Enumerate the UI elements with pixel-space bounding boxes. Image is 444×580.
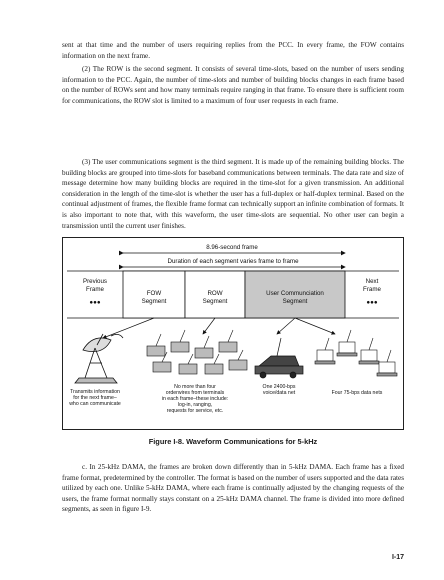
orderwires-label-3: in each frame–these include: [161,396,229,402]
next-ellipsis: ●●● [366,299,378,306]
previous-frame-label-2: Frame [86,286,104,293]
next-frame-label-2: Frame [363,286,381,293]
page-number: I-17 [391,554,404,561]
user-label-2: Segment [282,298,308,305]
duration-label: Duration of each segment varies frame to frame [167,258,299,265]
row-label-1: ROW [207,290,223,297]
paragraph-25khz-dama: c. In 25-kHz DAMA, the frames are broken down differently than in 5-kHz DAMA. Each frame has a fixed frame format, predetermined by the controller. The format is based on the number of users supported and the data rates utilized by each one. Unlike 5-kHz DAMA, where each frame is continually adjusted by the changing requests of the users, the frame format normally stays constant on a 25-kHz DAMA channel. The frame is divided into more defined segments, as seen in figure I-9. [62,463,404,514]
data-net-terminals-icon [315,330,397,376]
fow-label-1: FOW [146,290,162,297]
transmits-label-2: for the next frame– [73,395,117,401]
one-net-label-2: voice/data net [262,390,296,396]
orderwires-label-5: requests for service, etc. [166,408,224,414]
orderwires-label-4: log-in, ranging, [177,402,213,408]
transmits-label-1: Transmits information [70,389,120,395]
figure-caption: Figure I-8. Waveform Communications for 5-kHz [148,437,318,446]
row-arrow [203,318,215,334]
frame-length-label: 8.96-second frame [206,244,258,251]
previous-frame-label-1: Previous [82,278,108,285]
radio-terminals-icon [147,330,247,374]
paragraph-fow-continued: sent at that time and the number of users requiring replies from the PCC. In every frame, the FOW contains information on the next frame. [62,41,404,60]
row-label-2: Segment [202,298,228,305]
waveform-diagram [63,238,403,429]
next-frame-label-1: Next [365,278,379,285]
orderwires-label-1: No more than four [174,384,216,390]
vehicle-terminal-icon [255,338,303,378]
transmits-label-3: who can communicate [69,401,121,407]
fow-arrow [103,318,154,338]
paragraph-row-segment: (2) The ROW is the second segment. It consists of several time-slots, based on the number of users sending information to the PCC. Again, the number of time-slots and number of building blocks changes in each frame based on the number of ROWs sent and how many terminals require ranging in that frame. To ensure there is sufficient room for communications, the ROW slot is limited to a maximum of four user requests in each frame. [62,65,404,105]
fow-label-2: Segment [141,298,167,305]
previous-ellipsis: ●●● [89,299,101,306]
user-arrow-1 [277,318,295,334]
waveform-figure [62,237,404,430]
four-nets-label: Four 75-bps data nets [331,390,383,396]
user-label-1: User Communciation [266,290,324,297]
one-net-label-1: One 2400-bps [262,384,296,390]
paragraph-user-communications-segment: (3) The user communications segment is the third segment. It is made up of the remaining building blocks. The building blocks are grouped into time-slots for baseband communications between terminals. The data rate and size of message determine how many building blocks are required in the time-slot for a given transmission. An additional consideration in the length of the time-slot is whether the user has a full-duplex or half-duplex terminal. Based on the continual adjustment of frames, the flexible frame format can technically support an infinite combination of formats. It is also important to note that, with this waveform, the user time-slots are sequential. No other user can begin a transmission until the current user finishes. [62,158,404,230]
satellite-dish-icon [75,334,123,383]
orderwires-label-2: orderwires from terminals [165,390,225,396]
user-arrow-2 [295,318,335,334]
